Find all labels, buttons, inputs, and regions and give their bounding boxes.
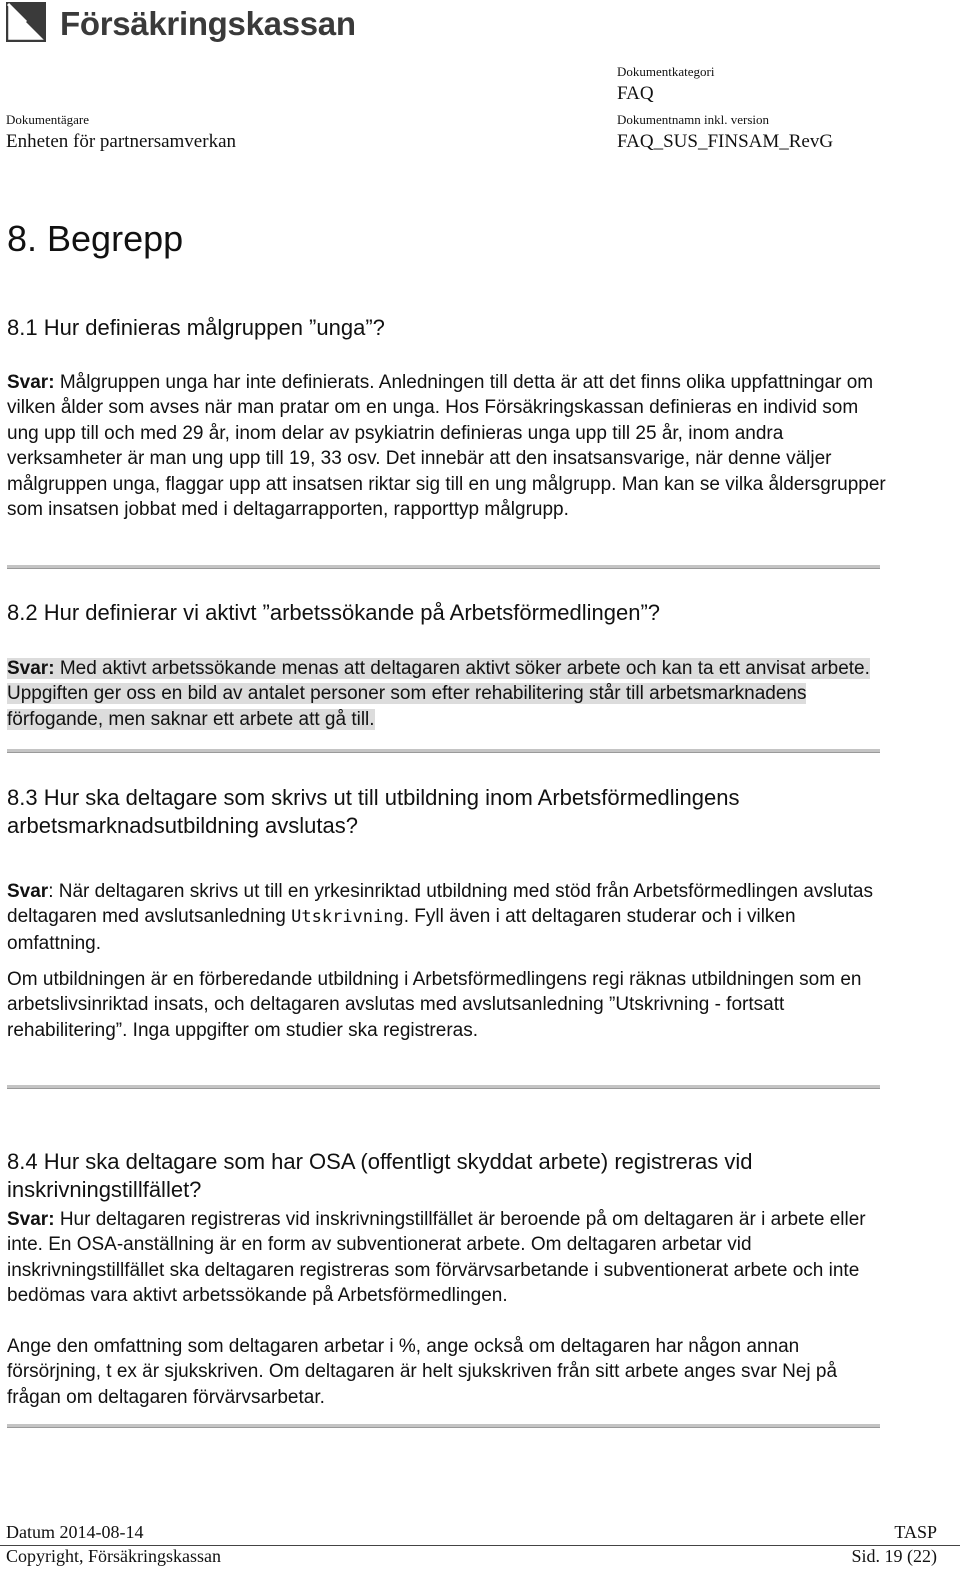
answer-text: Hur deltagaren registreras vid inskrivningstillfället är beroende på om deltagaren är i arbete eller inte. En OSA-anställning är en form av subventionerat arbete. Om deltagaren arbetar vid inskrivningstillfället ska deltagaren registreras som förvärvsarbetande i subventionerat arbete och inte bedömas vara aktivt arbetssökande på Arbetsförmedlingen. [7, 1209, 866, 1307]
answer-text: Målgruppen unga har inte definierats. Anledningen till detta är att det finns olika uppfattningar om vilken ålder som avses när man pratar om en unga. Hos Försäkringskassan definieras en individ som ung upp till och med 29 år, inom delar av psykiatrin definieras unga upp till 25 år, inom andra verksamheter är man ung upp till 19, 33 osv. Det innebär att den insatsansvarige, när denne väljer målgruppen unga, flaggar upp att insatsen riktar sig till en ung målgrupp. Man kan se vilka åldersgrupper som insatsen jobbat med i deltagarrapporten, rapporttyp målgrupp. [7, 372, 886, 521]
divider [7, 1085, 880, 1089]
question-8-2-answer [7, 656, 887, 732]
dokumentkategori-label: Dokumentkategori [617, 64, 715, 79]
dokumentnamn-value: FAQ_SUS_FINSAM_RevG [617, 131, 834, 152]
answer-text-part2: . Fyll även i att deltagaren studerar och i vilken omfattning. [7, 906, 796, 954]
brand-name: Försäkringskassan [60, 5, 356, 42]
question-8-4-answer [7, 1207, 887, 1309]
dokumentagare-label: Dokumentägare [6, 112, 90, 127]
question-8-3-answer [7, 879, 887, 956]
question-8-3-paragraph-2: Om utbildningen är en förberedande utbildning i Arbetsförmedlingens regi räknas utbildningen som en arbetslivsinriktad insats, och deltagaren avslutas med avslutsanledning ”Utskrivning - fortsatt rehabilitering”. Inga uppgifter om studier ska registreras. [7, 969, 862, 1041]
divider [7, 1424, 880, 1428]
forsakringskassan-logo-icon [6, 2, 46, 47]
footer-page-number: Sid. 19 (22) [851, 1546, 937, 1566]
footer-copyright: Copyright, Försäkringskassan [6, 1546, 221, 1566]
section-title: 8. Begrepp [7, 218, 184, 259]
footer-datum: Datum 2014-08-14 [6, 1522, 144, 1542]
question-8-1-answer [7, 370, 887, 522]
answer-text: Med aktivt arbetssökande menas att deltagaren aktivt söker arbete och kan ta ett anvisat arbete. Uppgiften ger oss en bild av antalet personer som efter rehabilitering står till arbetsmarknadens förfogande, men saknar ett arbete att gå till. [7, 658, 870, 730]
answer-text-part1: : När deltagaren skrivs ut till en yrkesinriktad utbildning med stöd från Arbetsförmedlingen avslutas deltagaren med avslutsanledning [7, 881, 873, 928]
question-8-3-heading: 8.3 Hur ska deltagare som skrivs ut till utbildning inom Arbetsförmedlingens arbetsmarknadsutbildning avslutas? [7, 785, 740, 838]
question-8-4-paragraph-2: Ange den omfattning som deltagaren arbetar i %, ange också om deltagaren har någon annan försörjning, t ex är sjukskriven. Om deltagaren är helt sjukskriven från sitt arbete anges svar Nej på frågan om deltagaren förvärvsarbetar. [7, 1336, 838, 1408]
svar-label: Svar: [7, 1209, 55, 1230]
svar-label: Svar [7, 881, 49, 902]
logo [6, 2, 356, 46]
dokumentnamn-label: Dokumentnamn inkl. version [617, 112, 770, 127]
question-8-4-heading: 8.4 Hur ska deltagare som har OSA (offentligt skyddat arbete) registreras vid inskrivningstillfället? [7, 1149, 753, 1202]
question-8-1-heading: 8.1 Hur definieras målgruppen ”unga”? [7, 315, 385, 340]
question-8-2-heading: 8.2 Hur definierar vi aktivt ”arbetssökande på Arbetsförmedlingen”? [7, 600, 661, 625]
footer-code: TASP [894, 1522, 937, 1542]
svar-label: Svar: [7, 658, 55, 679]
dokumentagare-value: Enheten för partnersamverkan [6, 131, 237, 152]
answer-code: Utskrivning [291, 907, 404, 928]
dokumentkategori-value: FAQ [617, 83, 654, 104]
divider [7, 565, 880, 569]
divider [7, 749, 880, 753]
svar-label: Svar: [7, 372, 55, 393]
